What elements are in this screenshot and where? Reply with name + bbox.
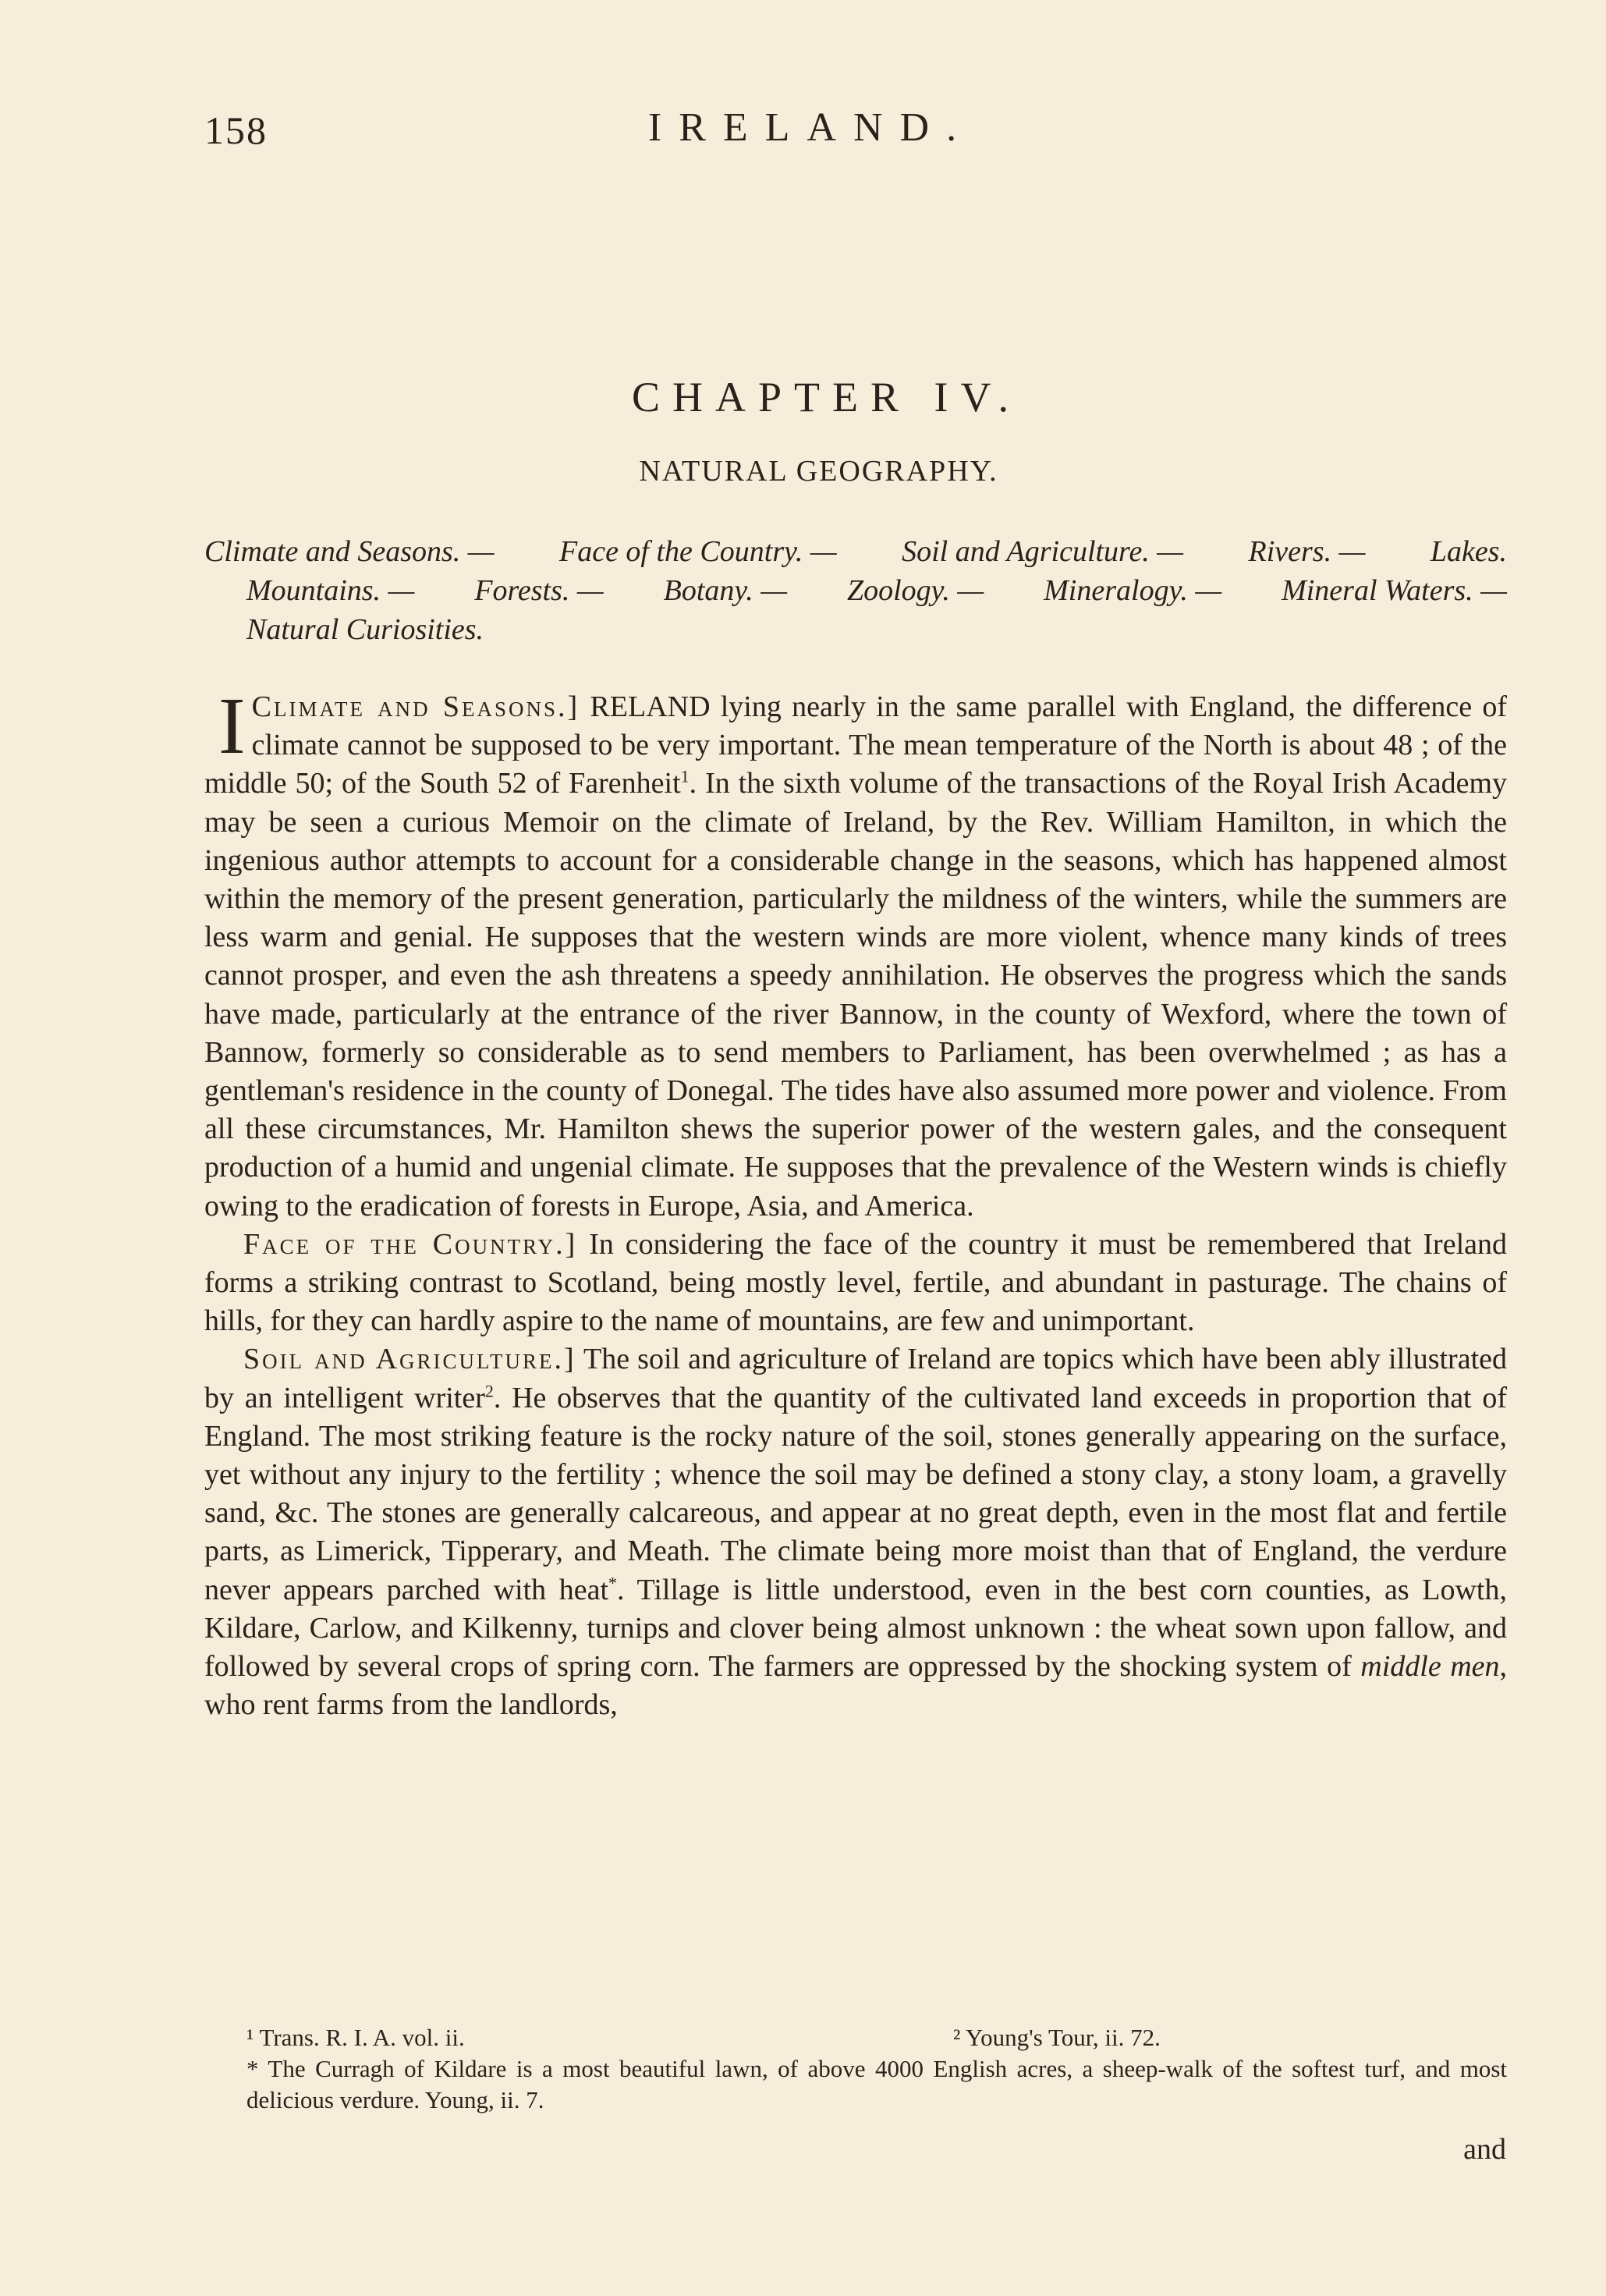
drop-cap: I	[218, 681, 246, 771]
footnote-mark-2: 2	[484, 1381, 494, 1400]
contents-item: Face of the Country. —	[558, 535, 837, 568]
contents-item: Botany. —	[663, 574, 787, 607]
running-head: IRELAND.	[647, 105, 974, 150]
footnote-mark-star: *	[608, 1573, 618, 1593]
paragraph-soil	[204, 1340, 1507, 1724]
contents-line-3: Natural Curiosities.	[246, 613, 484, 646]
contents-item: Zoology. —	[846, 574, 984, 607]
italic-phrase: middle men	[1360, 1650, 1500, 1684]
climate-text-a: lying nearly in the same parallel with England, the difference of climate cannot be supposed to be very important. The mean temperature of the North is about 48 ; of the middle 50; of the South 52 of Farenheit	[204, 690, 1507, 800]
lead-word: RELAND	[590, 690, 711, 723]
section-heading-climate: Climate and Seasons.]	[251, 690, 580, 723]
contents-item: Forests. —	[474, 574, 604, 607]
contents-item: Climate and Seasons. —	[204, 535, 495, 568]
contents-item: Mineral Waters. —	[1282, 574, 1507, 607]
soil-text-d: , who rent farms from the landlords,	[204, 1650, 1507, 1722]
paragraph-climate	[204, 681, 1508, 1226]
climate-text-b: . In the sixth volume of the transactions of the Royal Irish Academy may be seen a curious Memoir on the climate of Ireland, by the Rev. William Hamilton, in which the ingenious author attempts to account for a considerable change in the seasons, which has happened almost within the memory of the present generation, particularly the mildness of the winters, while the summers are less warm and genial. He supposes that the western winds are more violent, whence many kinds of trees cannot prosper, and even the ash threatens a speedy annihilation. He observes the progress which the sands have made, particularly at the entrance of the river Bannow, in the county of Wexford, where the town of Bannow, formerly so considerable as to send members to Parliament, has been overwhelmed ; as has a gentleman's residence in the county of Donegal. The tides have also assumed more power and violence. From all these circumstances, Mr. Hamilton shews the superior power of the western gales, and the consequent production of a humid and ungenial climate. He supposes that the prevalence of the Western winds is chiefly owing to the eradication of forests in Europe, Asia, and America.	[204, 767, 1508, 1223]
section-heading-face: Face of the Country.]	[243, 1227, 578, 1261]
body-text	[204, 681, 1508, 1724]
footnote-star: * The Curragh of Kildare is a most beautiful lawn, of above 4000 English acres, a sheep-walk of the softest turf, and most delicious verdure. Young, ii. 7.	[246, 2055, 1507, 2113]
footnote-row	[204, 2022, 1507, 2053]
contents-item: Lakes.	[1430, 535, 1507, 568]
section-heading-soil: Soil and Agriculture.]	[243, 1343, 576, 1376]
soil-text-b: . He observes that the quantity of the cultivated land exceeds in proportion that of England. The most striking feature is the rocky nature of the soil, stones generally appearing on the surface, yet without any injury to the fertility ; whence the soil may be defined a stony clay, a stony loam, a gravelly sand, &c. The stones are generally calcareous, and appear at no great depth, even in the most flat and fertile parts, as Limerick, Tipperary, and Meath. The climate being more moist than that of England, the verdure never appears parched with heat	[204, 1381, 1507, 1606]
contents-line-1	[204, 532, 1507, 571]
footnote-mark-1: 1	[680, 766, 690, 786]
soil-text-c: . Tillage is little understood, even in the best corn counties, as Lowth, Kildare, Carlow, and Kilkenny, turnips and clover being almost unknown : the wheat sown upon fallow, and followed by several crops of spring corn. The farmers are oppressed by the shocking system of	[204, 1573, 1507, 1684]
chapter-subtitle: NATURAL GEOGRAPHY.	[639, 455, 998, 488]
chapter-title: CHAPTER IV.	[631, 374, 1022, 421]
paragraph-face	[204, 1226, 1507, 1341]
contents-item: Mountains. —	[246, 574, 415, 607]
contents-item: Rivers. —	[1248, 535, 1366, 568]
soil-text-a: The soil and agriculture of Ireland are topics which have been ably illustrated by an intelligent writer	[204, 1343, 1508, 1414]
footnote-2: ² Young's Tour, ii. 72.	[953, 2024, 1161, 2051]
contents-item: Soil and Agriculture. —	[902, 535, 1184, 568]
contents-item: Mineralogy. —	[1044, 574, 1222, 607]
contents-line-2	[204, 571, 1507, 610]
footnotes	[204, 2022, 1507, 2116]
catchword: and	[1463, 2133, 1506, 2166]
footnote-1: ¹ Trans. R. I. A. vol. ii.	[246, 2024, 465, 2051]
page-number: 158	[204, 108, 268, 152]
chapter-contents	[204, 532, 1507, 649]
face-text: In considering the face of the country it must be remembered that Ireland forms a striking contrast to Scotland, being mostly level, fertile, and abundant in pasturage. The chains of hills, for they can hardly aspire to the name of mountains, are few and unimportant.	[204, 1227, 1507, 1338]
